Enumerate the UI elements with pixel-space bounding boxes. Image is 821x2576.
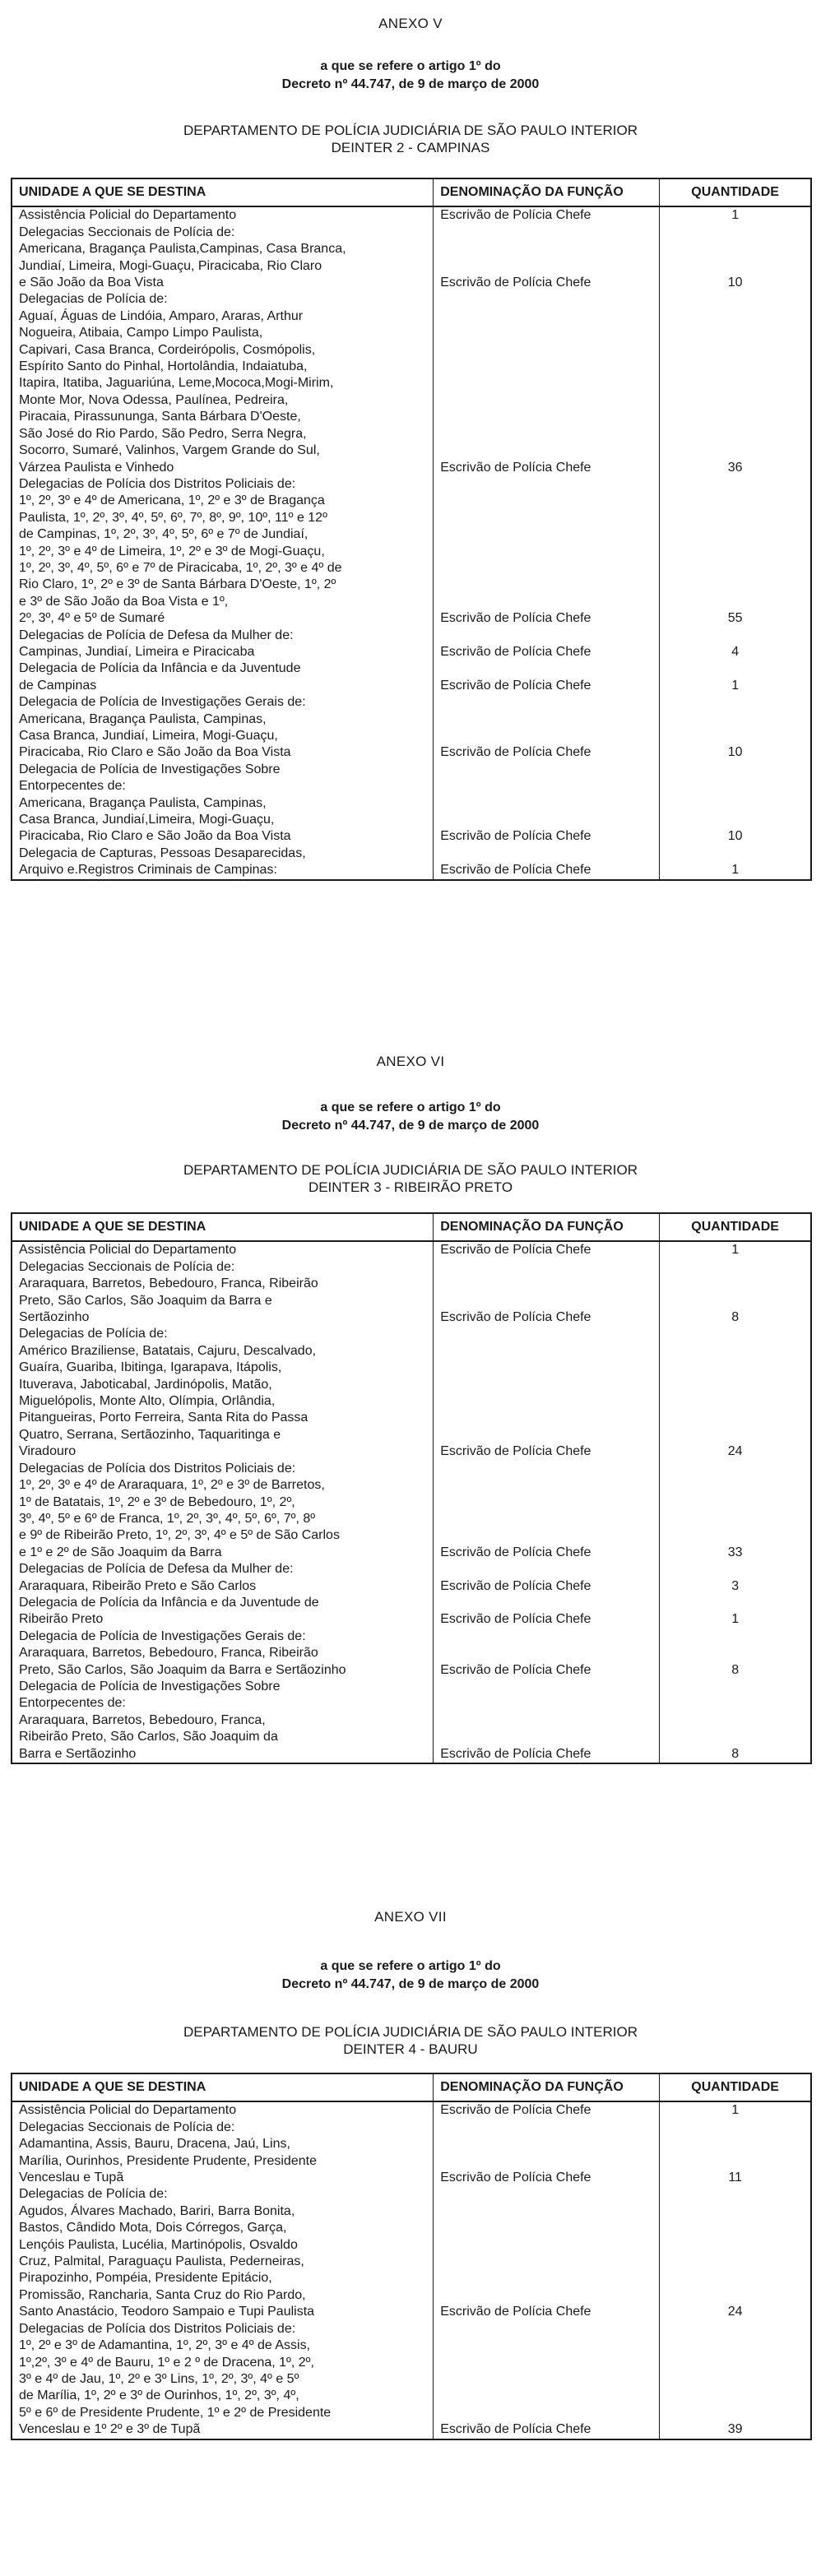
annex-vii-reference — [0, 1957, 821, 1994]
table-row — [12, 2101, 811, 2119]
unit-cell: Delegacia de Polícia da Infância e da Juventude de Ribeirão Preto — [12, 1595, 434, 1629]
department-name: DEPARTAMENTO DE POLÍCIA JUDICIÁRIA DE SÃO PAULO INTERIOR — [183, 123, 638, 138]
unit-cell: Delegacias de Polícia de: Agudos, Álvares Machado, Bariri, Barra Bonita, Bastos, Cândido Mota, Dois Córregos, Garça, Lençóis Paulista, Lucélia, Martinópolis, Osvaldo Cruz, Palmital, Paraguaçu Paulista, Pederneiras, Pirapozinho, Pompéia, Presidente Epitácio, Promissão, Rancharia, Santa Cruz do Rio Pardo, Santo Anastácio, Teodoro Sampaio e Tupi Paulista — [12, 2186, 434, 2320]
header-function: DENOMINAÇÃO DA FUNÇÃO — [434, 1213, 660, 1241]
annex-title: ANEXO VI — [376, 1054, 445, 1069]
function-cell: Escrivão de Polícia Chefe — [434, 2186, 660, 2320]
table-row — [12, 694, 811, 762]
annex-vii-department — [0, 2023, 821, 2058]
unit-cell: Assistência Policial do Departamento — [12, 2101, 434, 2119]
function-cell: Escrivão de Polícia Chefe — [434, 762, 660, 846]
quantity-cell: 10 — [727, 276, 743, 290]
decree-line: Decreto nº 44.747, de 9 de março de 2000 — [281, 1977, 540, 1991]
unit-cell: Delegacias Seccionais de Polícia de: Americana, Bragança Paulista,Campinas, Casa Branca, Jundiaí, Limeira, Mogi-Guaçu, Piracicaba, Rio Claro e São João da Boa Vista — [12, 225, 434, 292]
annex-vii-table — [11, 2073, 812, 2440]
quantity-cell: 8 — [731, 1662, 740, 1677]
function-cell: Escrivão de Polícia Chefe — [434, 1259, 660, 1327]
annex-v-reference — [0, 58, 821, 94]
quantity-cell: 36 — [727, 460, 743, 475]
table-row — [12, 1259, 811, 1327]
header-quantity: QUANTIDADE — [660, 2073, 811, 2101]
department-name: DEPARTAMENTO DE POLÍCIA JUDICIÁRIA DE SÃO PAULO INTERIOR — [183, 1162, 638, 1178]
decree-line: Decreto nº 44.747, de 9 de março de 2000 — [281, 1119, 540, 1133]
unit-cell: Delegacias de Polícia de Defesa da Mulher de: Araraquara, Ribeirão Preto e São Carlos — [12, 1561, 434, 1595]
table-row — [12, 2186, 811, 2320]
unit-cell: Delegacias de Polícia de Defesa da Mulher de: Campinas, Jundiaí, Limeira e Piracicaba — [12, 628, 434, 661]
annex-title: ANEXO V — [378, 16, 443, 31]
header-function: DENOMINAÇÃO DA FUNÇÃO — [434, 178, 660, 206]
table-row — [12, 1241, 811, 1258]
header-quantity: QUANTIDADE — [660, 178, 811, 206]
unit-cell: Delegacias de Polícia dos Distritos Policiais de: 1º, 2º, 3º e 4º de Araraquara, 1º, 2º e 3º de Barretos, 1º de Batatais, 1º, 2º e 3º de Bebedouro, 1º, 2º, 3º, 4º, 5º e 6º de Franca, 1º, 2º, 3º, 4º, 5º, 6º, 7º, 8º e 9º de Ribeirão Preto, 1º, 2º, 3º, 4º e 5º de São Carlos e 1º e 2º de São Joaquim da Barra — [12, 1461, 434, 1561]
table-header-row — [12, 2073, 811, 2101]
department-name: DEPARTAMENTO DE POLÍCIA JUDICIÁRIA DE SÃO PAULO INTERIOR — [183, 2024, 638, 2040]
unit-cell: Delegacias Seccionais de Polícia de: Araraquara, Barretos, Bebedouro, Franca, Ribeirão Preto, São Carlos, São Joaquim da Barra e Sertãozinho — [12, 1259, 434, 1327]
unit-cell: Delegacia de Polícia de Investigações Gerais de: Araraquara, Barretos, Bebedouro, Franca, Ribeirão Preto, São Carlos, São Joaquim da Barra e Sertãozinho — [12, 1629, 434, 1679]
table-row — [12, 1595, 811, 1629]
table-header-row — [12, 1213, 811, 1241]
quantity-cell: 39 — [727, 2422, 743, 2437]
function-cell: Escrivão de Polícia Chefe — [434, 628, 660, 661]
region-name: DEINTER 4 - BAURU — [343, 2041, 478, 2057]
region-name: DEINTER 3 - RIBEIRÃO PRETO — [308, 1179, 513, 1195]
unit-cell: Delegacia de Capturas, Pessoas Desaparecidas, Arquivo e.Registros Criminais de Campinas: — [12, 846, 434, 880]
unit-cell: Delegacias Seccionais de Polícia de: Adamantina, Assis, Bauru, Dracena, Jaú, Lins, Marília, Ourinhos, Presidente Prudente, Presidente Venceslau e Tupã — [12, 2120, 434, 2187]
annex-vi-reference — [0, 1099, 821, 1135]
quantity-cell: 24 — [727, 2305, 743, 2319]
table-row — [12, 762, 811, 846]
reference-line: a que se refere o artigo 1º do — [320, 1959, 501, 1973]
header-unit: UNIDADE A QUE SE DESTINA — [12, 1213, 434, 1241]
quantity-cell: 1 — [731, 208, 740, 223]
unit-cell: Delegacia de Polícia da Infância e da Juventude de Campinas — [12, 660, 434, 694]
function-cell: Escrivão de Polícia Chefe — [434, 1679, 660, 1763]
quantity-cell: 10 — [727, 829, 743, 844]
annex-v-body — [12, 206, 811, 879]
annex-vi-department — [0, 1161, 821, 1196]
function-cell: Escrivão de Polícia Chefe — [434, 846, 660, 880]
function-cell: Escrivão de Polícia Chefe — [434, 1595, 660, 1629]
quantity-cell: 8 — [731, 1310, 740, 1325]
function-cell: Escrivão de Polícia Chefe — [434, 1461, 660, 1561]
function-cell: Escrivão de Polícia Chefe — [434, 694, 660, 762]
annex-title: ANEXO VII — [374, 1909, 447, 1925]
table-row — [12, 2321, 811, 2439]
table-row — [12, 1326, 811, 1460]
unit-cell: Delegacia de Polícia de Investigações Sobre Entorpecentes de: Araraquara, Barretos, Bebedouro, Franca, Ribeirão Preto, São Carlos, São Joaquim da Barra e Sertãozinho — [12, 1679, 434, 1763]
quantity-cell: 3 — [731, 1578, 740, 1593]
table-row — [12, 291, 811, 475]
table-row — [12, 2120, 811, 2187]
table-row — [12, 660, 811, 694]
reference-line: a que se refere o artigo 1º do — [320, 59, 501, 73]
unit-cell: Delegacia de Polícia de Investigações Gerais de: Americana, Bragança Paulista, Campinas, Casa Branca, Jundiaí, Limeira, Mogi-Guaçu, Piracicaba, Rio Claro e São João da Boa Vista — [12, 694, 434, 762]
quantity-cell: 1 — [731, 1612, 740, 1627]
annex-v-department — [0, 122, 821, 156]
quantity-cell: 1 — [731, 678, 740, 693]
table-header-row — [12, 178, 811, 206]
header-unit: UNIDADE A QUE SE DESTINA — [12, 178, 434, 206]
function-cell: Escrivão de Polícia Chefe — [434, 1561, 660, 1595]
table-row — [12, 846, 811, 880]
quantity-cell: 55 — [727, 611, 743, 626]
unit-cell: Delegacia de Polícia de Investigações Sobre Entorpecentes de: Americana, Bragança Paulista, Campinas, Casa Branca, Jundiaí,Limeira, Mogi-Guaçu, Piracicaba, Rio Claro e São João da Boa Vista — [12, 762, 434, 846]
function-cell: Escrivão de Polícia Chefe — [434, 1326, 660, 1460]
region-name: DEINTER 2 - CAMPINAS — [331, 140, 490, 155]
unit-cell: Delegacias de Polícia dos Distritos Policiais de: 1º, 2º e 3º de Adamantina, 1º, 2º, 3º e 4º de Assis, 1º,2º, 3º e 4º de Bauru, 1º e 2 º de Dracena, 1º, 2º, 3º e 4º de Jau, 1º, 2º e 3º Lins, 1º, 2º, 3º, 4º e 5º de Marília, 1º, 2º e 3º de Ourinhos, 1º, 2º, 3º, 4º, 5º e 6º de Presidente Prudente, 1º e 2º de Presidente Venceslau e 1º 2º e 3º de Tupã — [12, 2321, 434, 2439]
function-cell: Escrivão de Polícia Chefe — [434, 1241, 660, 1258]
quantity-cell: 1 — [731, 2103, 740, 2118]
table-row — [12, 1679, 811, 1763]
quantity-cell: 1 — [731, 863, 740, 878]
annex-vii-header — [0, 1908, 821, 1926]
function-cell: Escrivão de Polícia Chefe — [434, 1629, 660, 1679]
table-row — [12, 1629, 811, 1679]
table-row — [12, 476, 811, 628]
unit-cell: Delegacias de Polícia dos Distritos Policiais de: 1º, 2º, 3º e 4º de Americana, 1º, 2º e 3º de Bragança Paulista, 1º, 2º, 3º, 4º, 5º, 6º, 7º, 8º, 9º, 10º, 11º e 12º de Campinas, 1º, 2º, 3º, 4º, 5º, 6º e 7º de Jundiaí, 1º, 2º, 3º e 4º de Limeira, 1º, 2º e 3º de Mogi-Guaçu, 1º, 2º, 3º, 4º, 5º, 6º e 7º de Piracicaba, 1º, 2º, 3º e 4º de Rio Claro, 1º, 2º e 3º de Santa Bárbara D'Oeste, 1º, 2º e 3º de São João da Boa Vista e 1º, 2º, 3º, 4º e 5º de Sumaré — [12, 476, 434, 628]
header-quantity: QUANTIDADE — [660, 1213, 811, 1241]
function-cell: Escrivão de Polícia Chefe — [434, 225, 660, 292]
unit-cell: Delegacias de Polícia de: Aguaí, Águas de Lindóia, Amparo, Araras, Arthur Nogueira, Atibaia, Campo Limpo Paulista, Capivari, Casa Branca, Cordeirópolis, Cosmópolis, Espírito Santo do Pinhal, Hortolândia, Indaiatuba, Itapira, Itatiba, Jaguariúna, Leme,Mococa,Mogi-Mirim, Monte Mor, Nova Odessa, Paulínea, Pedreira, Piracaia, Pirassununga, Santa Bárbara D'Oeste, São José do Rio Pardo, São Pedro, Serra Negra, Socorro, Sumaré, Valinhos, Vargem Grande do Sul, Várzea Paulista e Vinhedo — [12, 291, 434, 475]
function-cell: Escrivão de Polícia Chefe — [434, 2101, 660, 2119]
quantity-cell: 8 — [731, 1746, 740, 1761]
header-function: DENOMINAÇÃO DA FUNÇÃO — [434, 2073, 660, 2101]
unit-cell: Assistência Policial do Departamento — [12, 1241, 434, 1258]
quantity-cell: 11 — [728, 2171, 742, 2185]
quantity-cell: 10 — [727, 745, 743, 760]
table-row — [12, 1561, 811, 1595]
annex-v-table — [11, 178, 812, 881]
table-row — [12, 628, 811, 661]
quantity-cell: 1 — [731, 1243, 740, 1258]
annex-vi-table — [11, 1212, 812, 1764]
quantity-cell: 33 — [727, 1545, 743, 1559]
table-row — [12, 206, 811, 224]
annex-vi-header — [0, 1053, 821, 1071]
table-row — [12, 225, 811, 292]
function-cell: Escrivão de Polícia Chefe — [434, 476, 660, 628]
unit-cell: Assistência Policial do Departamento — [12, 206, 434, 224]
annex-vi-body — [12, 1241, 811, 1763]
annex-v-header — [0, 15, 821, 33]
table-row — [12, 1461, 811, 1561]
quantity-cell: 24 — [727, 1444, 743, 1459]
unit-cell: Delegacias de Polícia de: Américo Braziliense, Batatais, Cajuru, Descalvado, Guaíra, Guariba, Ibitinga, Igarapava, Itápolis, Ituverava, Jaboticabal, Jardinópolis, Matão, Miguelópolis, Monte Alto, Olímpia, Orlândia, Pitangueiras, Porto Ferreira, Santa Rita do Passa Quatro, Serrana, Sertãozinho, Taquaritinga e Viradouro — [12, 1326, 434, 1460]
function-cell: Escrivão de Polícia Chefe — [434, 2120, 660, 2187]
header-unit: UNIDADE A QUE SE DESTINA — [12, 2073, 434, 2101]
function-cell: Escrivão de Polícia Chefe — [434, 291, 660, 475]
annex-vii-body — [12, 2101, 811, 2439]
function-cell: Escrivão de Polícia Chefe — [434, 2321, 660, 2439]
quantity-cell: 4 — [731, 644, 740, 659]
decree-line: Decreto nº 44.747, de 9 de março de 2000 — [281, 77, 540, 91]
reference-line: a que se refere o artigo 1º do — [320, 1100, 501, 1114]
function-cell: Escrivão de Polícia Chefe — [434, 206, 660, 224]
function-cell: Escrivão de Polícia Chefe — [434, 660, 660, 694]
